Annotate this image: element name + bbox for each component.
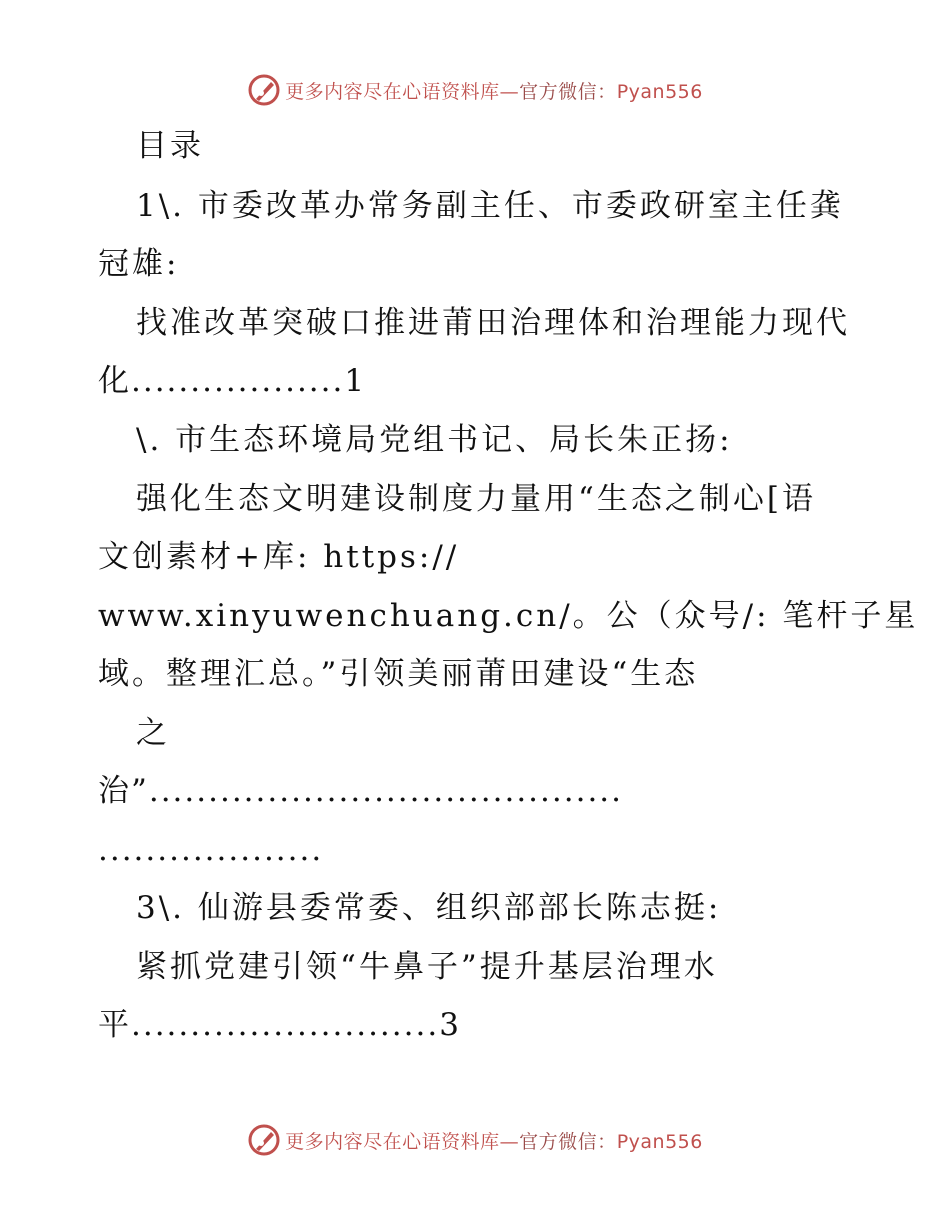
pen-logo-icon <box>247 73 281 107</box>
toc-entry-1-heading: 1\. 市委改革办常务副主任、市委政研室主任龚 <box>136 188 844 224</box>
footer-banner <box>0 1120 950 1160</box>
toc-entry-2-leader: 治”........................................ <box>98 773 624 809</box>
toc-entry-3-heading: 3\. 仙游县委常委、组织部部长陈志挺: <box>136 890 722 926</box>
toc-entry-3-title: 紧抓党建引领“牛鼻子”提升基层治理水 <box>136 949 718 985</box>
toc-entry-2-leader-cont: ................... <box>98 832 324 868</box>
toc-entry-3-page: 平..........................3 <box>98 1007 461 1043</box>
toc-entry-1-title: 找准改革突破口推进莆田治理体和治理能力现代 <box>136 305 850 341</box>
toc-entry-1-page: 化..................1 <box>98 363 367 399</box>
banner-text: 更多内容尽在心语资料库—官方微信：Pyan556 <box>285 1130 703 1153</box>
toc-entry-2-title: 强化生态文明建设制度力量用“生态之制心[语 <box>136 481 816 517</box>
toc-entry-2-title-cont: 文创素材+库: https:// <box>98 539 460 575</box>
toc-entry-2-heading: \. 市生态环境局党组书记、局长朱正扬: <box>136 422 733 458</box>
toc-entry-2-title-cont2: 域。整理汇总。”引领美丽莆田建设“生态 <box>98 656 699 692</box>
toc-entry-2-title-cont3: 之 <box>136 715 170 751</box>
toc-entry-1-heading-cont: 冠雄: <box>98 246 180 282</box>
toc-entry-2-title-url: www.xinyuwenchuang.cn/。公（众号/: 笔杆子星 <box>98 598 919 634</box>
header-banner <box>0 70 950 110</box>
banner-text: 更多内容尽在心语资料库—官方微信：Pyan556 <box>285 80 703 103</box>
toc-title: 目录 <box>136 128 204 164</box>
pen-logo-icon <box>247 1123 281 1157</box>
